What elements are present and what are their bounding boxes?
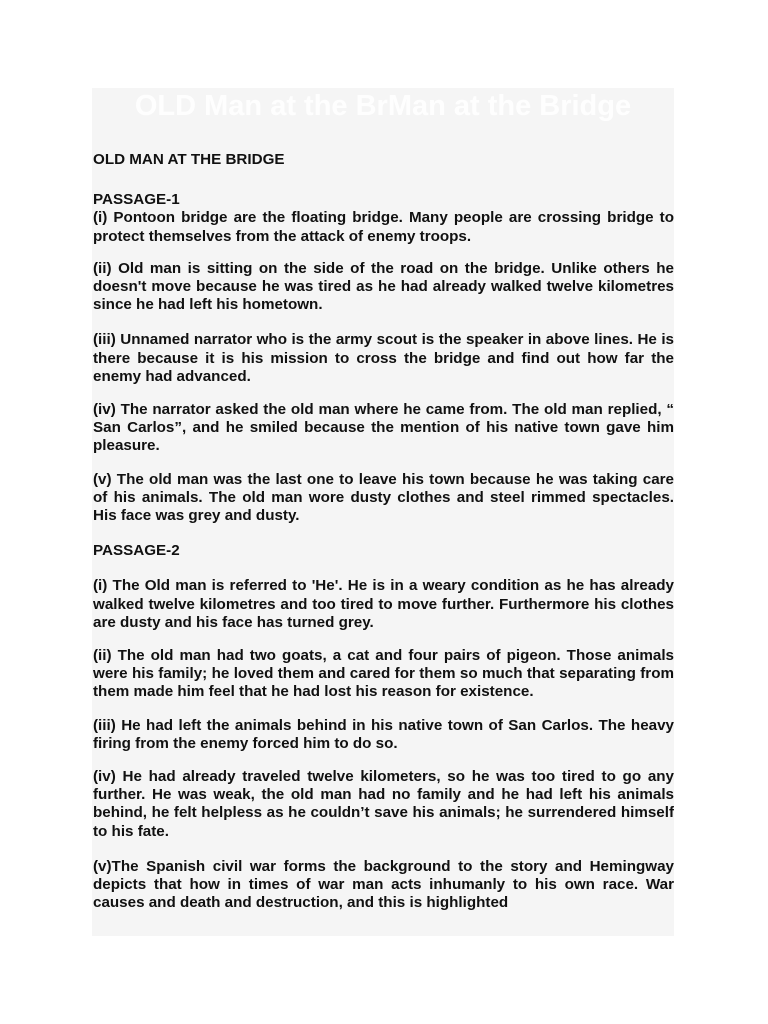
passage-2-item-ii: (ii) The old man had two goats, a cat and four pairs of pigeon. Those animals were his family; he loved them and cared for them so much that separating from them made him feel that he had lost his reason for existence. [93,647,674,701]
watermark-title: OLD Man at the BrMan at the Bridge [134,90,632,122]
passage-2-item-iii: (iii) He had left the animals behind in his native town of San Carlos. The heavy firing from the enemy forced him to do so. [93,716,674,752]
passage-1-item-i: (i) Pontoon bridge are the floating bridge. Many people are crossing bridge to protect themselves from the attack of enemy troops. [93,209,674,245]
document-title: OLD MAN AT THE BRIDGE [93,151,285,168]
passage-2-heading: PASSAGE-2 [93,542,180,560]
passage-1-heading: PASSAGE-1 [93,191,180,209]
document-text [93,151,674,913]
passage-1-item-ii: (ii) Old man is sitting on the side of the road on the bridge. Unlike others he doesn't move because he was tired as he had already walked twelve kilometres since he had left his hometown. [93,259,674,314]
passage-2-item-v: (v)The Spanish civil war forms the background to the story and Hemingway depicts that how in times of war man acts inhumanly to his own race. War causes and death and destruction, and this is highlighted [93,857,674,912]
passage-2-item-iv: (iv) He had already traveled twelve kilometers, so he was too tired to go any further. He was weak, the old man had no family and he had left his animals behind, he felt helpless as he couldn’t save his animals; he surrendered himself to his fate. [93,768,674,840]
passage-2-item-i: (i) The Old man is referred to 'He'. He is in a weary condition as he has already walked twelve kilometres and too tired to move further. Furthermore his clothes are dusty and his face has turned grey. [93,577,674,631]
passage-1-item-v: (v) The old man was the last one to leave his town because he was taking care of his animals. The old man wore dusty clothes and steel rimmed spectacles. His face was grey and dusty. [93,470,674,525]
document-content [92,88,674,936]
passage-1-item-iii: (iii) Unnamed narrator who is the army scout is the speaker in above lines. He is there because it is his mission to cross the bridge and find out how far the enemy had advanced. [93,331,674,385]
passage-1-item-iv: (iv) The narrator asked the old man where he came from. The old man replied, “ San Carlos”, and he smiled because the mention of his native town gave him pleasure. [93,401,674,455]
